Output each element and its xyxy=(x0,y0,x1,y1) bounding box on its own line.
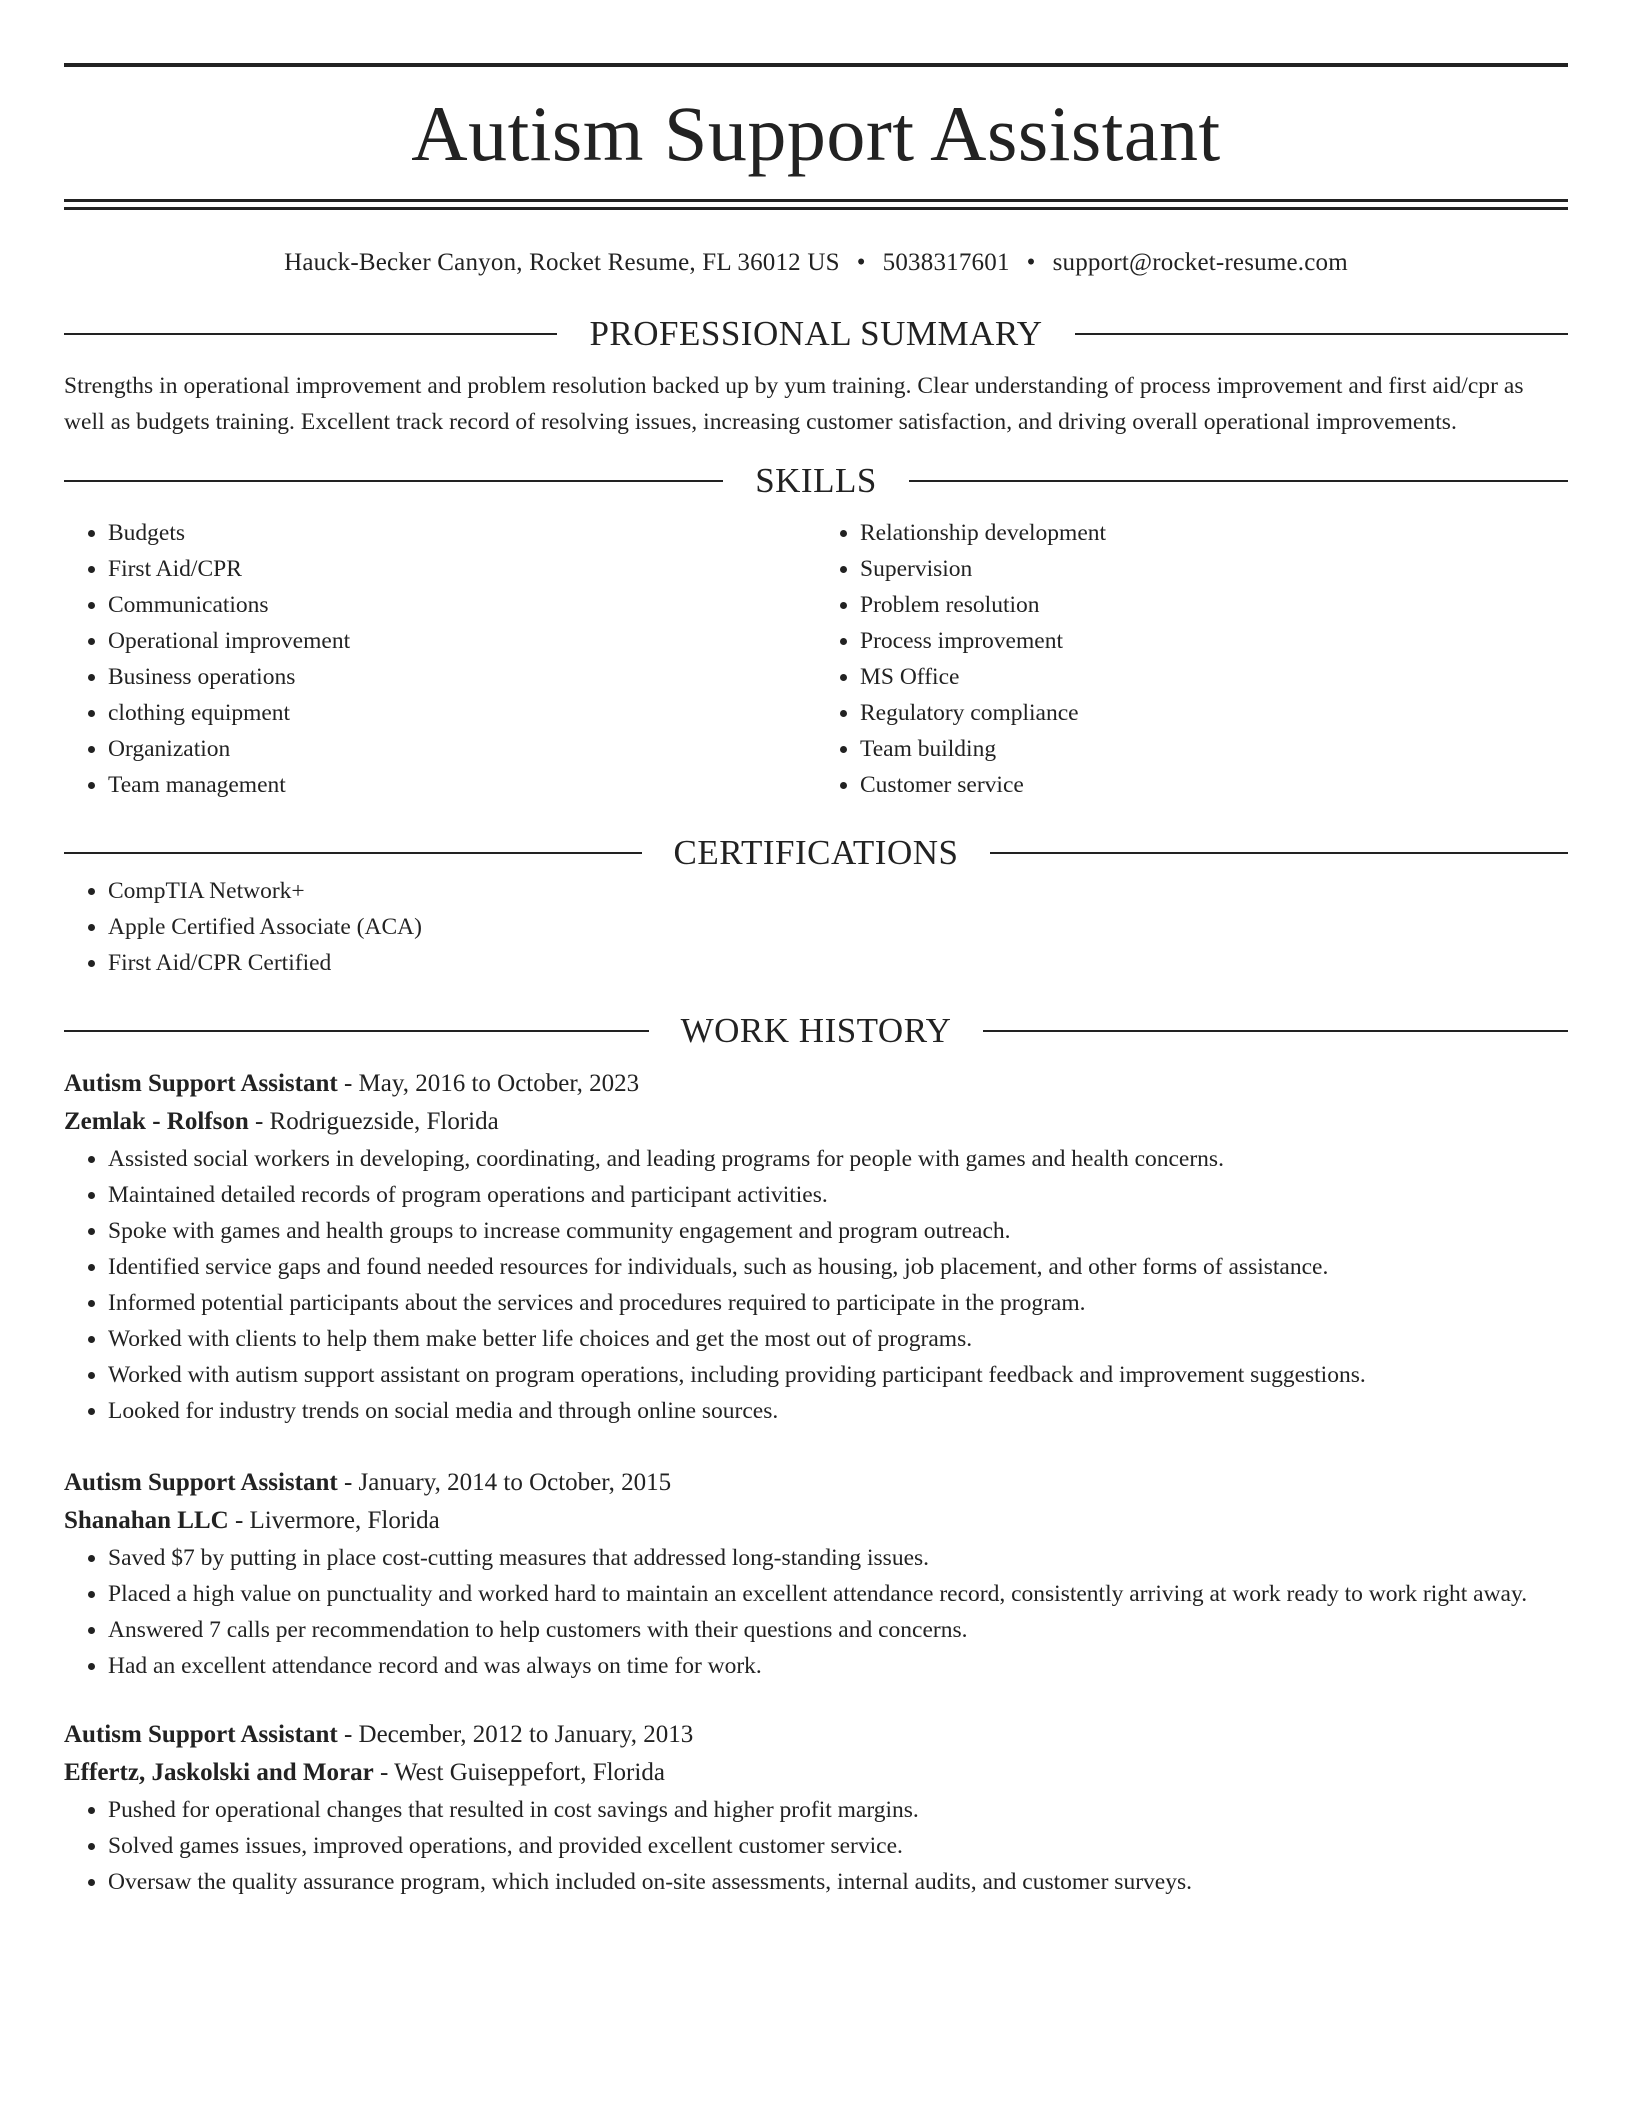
skills-list-right xyxy=(816,515,1568,803)
skill-item: • Problem resolution xyxy=(860,587,1568,623)
job-dates: - January, 2014 to October, 2015 xyxy=(337,1469,672,1496)
contact-line xyxy=(64,248,1568,278)
skill-item: • Customer service xyxy=(860,767,1568,803)
job-entry xyxy=(64,1464,1568,1684)
skill-item: • Regulatory compliance xyxy=(860,695,1568,731)
job-title: Autism Support Assistant xyxy=(64,1469,338,1496)
skill-item: • Team management xyxy=(108,767,816,803)
job-duty: • Saved $7 by putting in place cost-cutting measures that addressed long-standing issues. xyxy=(108,1540,1568,1576)
job-company: Zemlak - Rolfson xyxy=(64,1108,249,1135)
skill-item: • Business operations xyxy=(108,659,816,695)
skill-item: • Budgets xyxy=(108,515,816,551)
job-title-line xyxy=(64,1716,1568,1754)
skill-item: • Team building xyxy=(860,731,1568,767)
heading-rule xyxy=(1075,333,1568,335)
job-location: - Rodriguezside, Florida xyxy=(248,1108,499,1135)
certification-item: • Apple Certified Associate (ACA) xyxy=(108,909,1568,945)
candidate-name: Autism Support Assistant xyxy=(411,90,1221,177)
section-heading-certifications xyxy=(64,833,1568,873)
double-rule xyxy=(64,199,1568,210)
section-title: WORK HISTORY xyxy=(680,1011,952,1050)
job-duty: • Oversaw the quality assurance program, which included on-site assessments, internal audits, and customer surveys. xyxy=(108,1864,1568,1900)
certification-item: • First Aid/CPR Certified xyxy=(108,945,1568,981)
section-heading-work-history xyxy=(64,1011,1568,1051)
skill-item: • MS Office xyxy=(860,659,1568,695)
job-company: Shanahan LLC xyxy=(64,1507,229,1534)
heading-rule xyxy=(909,480,1568,482)
job-duties-list xyxy=(64,1540,1568,1684)
heading-rule xyxy=(64,480,723,482)
job-duty: • Solved games issues, improved operations, and provided excellent customer service. xyxy=(108,1828,1568,1864)
job-entry xyxy=(64,1065,1568,1429)
contact-separator: • xyxy=(1026,249,1036,276)
heading-rule xyxy=(64,852,642,854)
heading-rule xyxy=(990,852,1568,854)
summary-text: Strengths in operational improvement and problem resolution backed up by yum training. Clear understanding of process improvement and first aid/cpr as well as budgets training. Excellent track record of resolving issues, increasing customer satisfaction, and driving overall operational improvements. xyxy=(64,373,1524,435)
contact-separator: • xyxy=(856,249,866,276)
skill-item: • Communications xyxy=(108,587,816,623)
job-company: Effertz, Jaskolski and Morar xyxy=(64,1759,374,1786)
job-location: - West Guiseppefort, Florida xyxy=(373,1759,665,1786)
job-duty: • Identified service gaps and found needed resources for individuals, such as housing, job placement, and other forms of assistance. xyxy=(108,1249,1568,1285)
certifications-list xyxy=(64,873,1568,981)
job-entry xyxy=(64,1716,1568,1900)
job-title: Autism Support Assistant xyxy=(64,1070,338,1097)
skill-item: • Organization xyxy=(108,731,816,767)
section-title: PROFESSIONAL SUMMARY xyxy=(589,314,1043,353)
job-duty: • Worked with autism support assistant on program operations, including providing participant feedback and improvement suggestions. xyxy=(108,1357,1568,1393)
job-title-line xyxy=(64,1065,1568,1103)
skills-list-left xyxy=(64,515,816,803)
contact-phone: 5038317601 xyxy=(882,249,1010,276)
job-duty: • Worked with clients to help them make better life choices and get the most out of programs. xyxy=(108,1321,1568,1357)
certification-item: • CompTIA Network+ xyxy=(108,873,1568,909)
job-title-line xyxy=(64,1464,1568,1502)
job-duty: • Pushed for operational changes that resulted in cost savings and higher profit margins. xyxy=(108,1792,1568,1828)
skill-item: • Operational improvement xyxy=(108,623,816,659)
heading-rule xyxy=(64,1030,649,1032)
heading-rule xyxy=(983,1030,1568,1032)
job-duty: • Placed a high value on punctuality and worked hard to maintain an excellent attendance record, consistently arriving at work ready to work right away. xyxy=(108,1576,1568,1612)
contact-address: Hauck-Becker Canyon, Rocket Resume, FL 36012 US xyxy=(284,249,840,276)
job-duty: • Answered 7 calls per recommendation to help customers with their questions and concerns. xyxy=(108,1612,1568,1648)
job-dates: - May, 2016 to October, 2023 xyxy=(337,1070,640,1097)
job-title: Autism Support Assistant xyxy=(64,1721,338,1748)
section-heading-skills xyxy=(64,461,1568,501)
job-duty: • Spoke with games and health groups to increase community engagement and program outreach. xyxy=(108,1213,1568,1249)
heading-rule xyxy=(64,333,557,335)
job-duty: • Had an excellent attendance record and was always on time for work. xyxy=(108,1648,1568,1684)
skill-item: • First Aid/CPR xyxy=(108,551,816,587)
job-duty: • Looked for industry trends on social media and through online sources. xyxy=(108,1393,1568,1429)
job-duty: • Informed potential participants about the services and procedures required to participate in the program. xyxy=(108,1285,1568,1321)
job-duty: • Maintained detailed records of program operations and participant activities. xyxy=(108,1177,1568,1213)
skill-item: • Process improvement xyxy=(860,623,1568,659)
contact-email: support@rocket-resume.com xyxy=(1052,249,1348,276)
top-rule xyxy=(64,63,1568,67)
skill-item: • clothing equipment xyxy=(108,695,816,731)
job-dates: - December, 2012 to January, 2013 xyxy=(337,1721,694,1748)
resume-page xyxy=(64,0,1568,1900)
job-duty: • Assisted social workers in developing, coordinating, and leading programs for people with games and health concerns. xyxy=(108,1141,1568,1177)
job-duties-list xyxy=(64,1141,1568,1429)
section-heading-summary xyxy=(64,314,1568,354)
skill-item: • Supervision xyxy=(860,551,1568,587)
job-location: - Livermore, Florida xyxy=(228,1507,440,1534)
job-duties-list xyxy=(64,1792,1568,1900)
job-company-line xyxy=(64,1754,1568,1792)
job-company-line xyxy=(64,1502,1568,1540)
section-title: CERTIFICATIONS xyxy=(673,833,959,872)
skills-columns xyxy=(64,515,1568,803)
skill-item: • Relationship development xyxy=(860,515,1568,551)
section-title: SKILLS xyxy=(755,461,877,500)
job-company-line xyxy=(64,1103,1568,1141)
